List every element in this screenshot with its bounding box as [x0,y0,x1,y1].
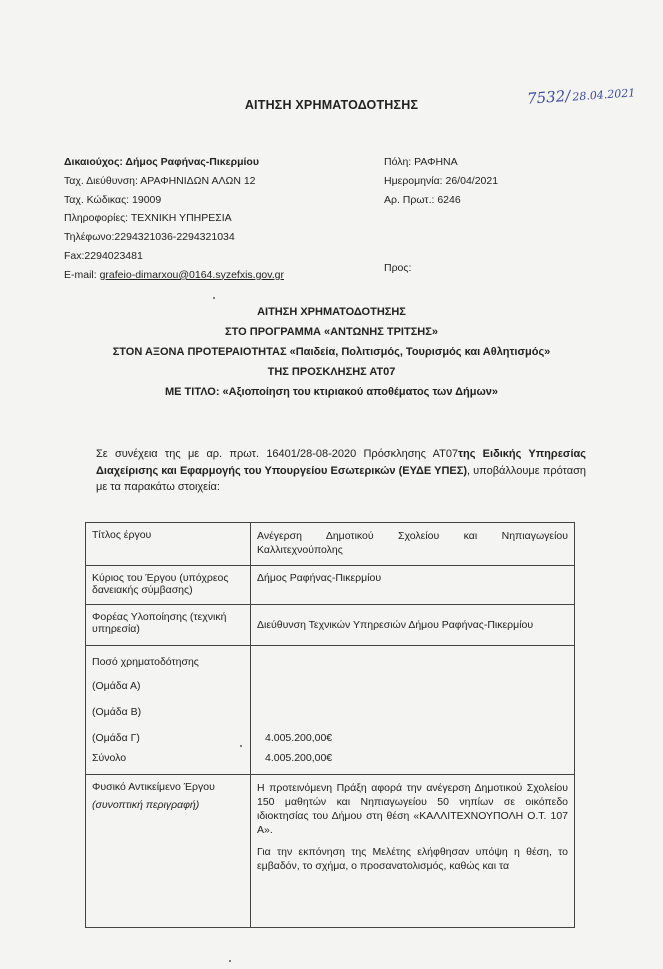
heading-line-5: ΜΕ ΤΙΤΛΟ: «Αξιοποίηση του κτιριακού αποθέματος των Δήμων» [165,386,498,398]
protocol-number: Αρ. Πρωτ.: 6246 [384,193,461,206]
postal-code: Ταχ. Κώδικας: 19009 [64,193,162,206]
recipient-label: Προς: [384,262,412,275]
date: Ημερομηνία: 26/04/2021 [384,174,499,187]
scan-speck [229,960,231,962]
email-row [64,266,284,285]
project-title-value: Ανέγερση Δημοτικού Σχολείου και Νηπιαγωγείου Καλλιτεχνούπολης [251,523,575,566]
scan-speck [213,297,215,299]
request-heading [0,302,663,402]
table-row [86,646,575,775]
table-row [86,605,575,646]
total-label: Σύνολο [92,752,127,764]
heading-line-4: ΤΗΣ ΠΡΟΣΚΛΗΣΗΣ ΑΤ07 [267,366,396,378]
heading-line-1: ΑΙΤΗΣΗ ΧΡΗΜΑΤΟΔΟΤΗΣΗΣ [257,306,406,318]
implementer-value: Διεύθυνση Τεχνικών Υπηρεσιών Δήμου Ραφήνας-Πικερμίου [251,605,575,646]
group-c-value: 4.005.200,00€ [265,732,333,744]
email-label: E-mail: [64,268,97,281]
funding-label: Ποσό χρηματοδότησης [92,656,199,668]
intro-part-2: της Ειδικής Υπηρεσίας Διαχείρισης και Εφαρμογής του Υπουργείου Εσωτερικών (ΕΥΔΕ ΥΠΕΣ) [96,448,586,477]
project-title-label: Τίτλος έργου [86,523,251,566]
phone: Τηλέφωνο:2294321036-2294321034 [64,231,235,244]
table-row [86,523,575,566]
funding-values [251,646,575,775]
handwritten-date: 28.04.2021 [571,86,636,104]
intro-part-1: Σε συνέχεια της με αρ. πρωτ. 16401/28-08-2020 Πρόσκλησης ΑΤ07 [96,448,459,460]
owner-label: Κύριος του Έργου (υπόχρεος δανειακής σύμβασης) [86,566,251,605]
group-b-label: (Ομάδα Β) [92,706,142,718]
project-details-table [85,522,575,928]
owner-value: Δήμος Ραφήνας-Πικερμίου [251,566,575,605]
meta-block [384,153,498,278]
physical-paragraph-2: Για την εκπόνηση της Μελέτης ελήφθησαν υπόψη η θέση, το εμβαδόν, το σχήμα, ο προσανατολισμός, καθώς και τα [257,846,568,872]
physical-object-labels [86,775,251,928]
implementer-label: Φορέας Υλοποίησης (τεχνική υπηρεσία) [86,605,251,646]
physical-object-description [251,775,575,928]
fax: Fax:2294023481 [64,249,143,262]
group-c-label: (Ομάδα Γ) [92,732,140,744]
intro-paragraph [96,446,586,496]
document-title: ΑΙΤΗΣΗ ΧΡΗΜΑΤΟΔΟΤΗΣΗΣ [244,98,419,112]
funding-labels [86,646,251,775]
email-link[interactable]: grafeio-dimarxou@0164.syzefxis.gov.gr [99,268,284,281]
total-value: 4.005.200,00€ [265,752,333,764]
intro-part-3: , υποβάλλουμε πρόταση με τα παρακάτω στοιχεία: [96,464,586,493]
heading-line-3: ΣΤΟΝ ΑΞΟΝΑ ΠΡΟΤΕΡΑΙΟΤΗΤΑΣ «Παιδεία, Πολιτισμός, Τουρισμός και Αθλητισμός» [112,346,551,358]
sender-block [64,153,284,285]
handwritten-number: 7532 [526,87,566,108]
table-row [86,566,575,605]
handwritten-protocol-note: 7532/28.04.2021 [526,86,636,108]
group-a-label: (Ομάδα Α) [92,680,141,692]
beneficiary: Δικαιούχος: Δήμος Ραφήνας-Πικερμίου [64,156,259,168]
heading-line-2: ΣΤΟ ΠΡΟΓΡΑΜΜΑ «ΑΝΤΩΝΗΣ ΤΡΙΤΣΗΣ» [225,326,438,338]
physical-paragraph-1: Η προτεινόμενη Πράξη αφορά την ανέγερση Δημοτικού Σχολείου 150 μαθητών και Νηπιαγωγείου 50 νηπίων σε οικόπεδο ιδιοκτησίας του Δήμου στη θέση «ΚΑΛΛΙΤΕΧΝΟΥΠΟΛΗ Ο.Τ. 107 Α». [257,782,568,836]
info: Πληροφορίες: ΤΕΧΝΙΚΗ ΥΠΗΡΕΣΙΑ [64,212,232,225]
city: Πόλη: ΡΑΦΗΝΑ [384,156,458,168]
physical-sublabel: (συνοπτική περιγραφή) [92,799,200,811]
physical-label: Φυσικό Αντικείμενο Έργου [92,781,215,793]
table-row [86,775,575,928]
address: Ταχ. Διεύθυνση: ΑΡΑΦΗΝΙΔΩΝ ΑΛΩΝ 12 [64,174,256,187]
scan-speck [240,745,242,747]
